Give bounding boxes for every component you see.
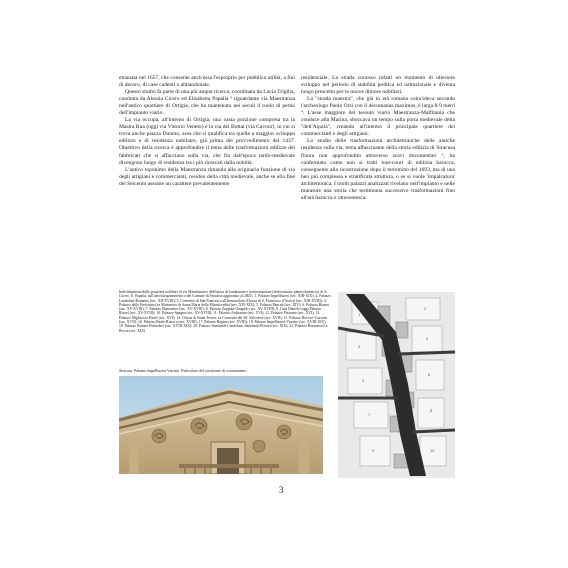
- svg-text:4: 4: [426, 337, 429, 341]
- svg-text:8: 8: [430, 409, 433, 413]
- svg-text:7: 7: [368, 413, 371, 417]
- paragraph: residenziale. La strada conosce infatti un momento di ulteriore sviluppo nel periodo di stabilità politica ed istituzionale e diventa luogo prescelto per le nuove dimore nobiliari.: [301, 75, 455, 96]
- photo-caption: Siracusa. Palazzo Impellizzeri Viarisio. Particolare del cornicione di coronamento.: [119, 369, 248, 373]
- paragraph: emanata nel 1657, che consente anch'essa l'esproprio per pubblica utilità, a fini di decoro, di case cadenti o abbandonate.: [119, 75, 295, 89]
- svg-text:3: 3: [358, 345, 361, 349]
- map-illustration: [338, 292, 455, 478]
- paragraph: L'antico toponimo della Maestranza rimanda alla originaria funzione di via degli artigiani e commercianti, residuo della città medievale, anche se alla fine del Seicento assume un carattere prevalentemente: [119, 166, 295, 187]
- paragraph: Lo studio delle trasformazioni architettoniche delle antiche residenze sulla via, tema affascinante della storia edilizia di Siracusa finora non approfondito attraverso scavi documentari ⁵, ha confermato come non si tratti tout-court di edilizia barocca, conseguente alla ricostruzione dopo il terremoto del 1693, ma di una ben più complessa e stratificata struttura, o se si vuole 'impalcatura' architettonica. I molti palazzi analizzati rivelano nell'impianto e nelle murature una storia che testimonia successive trasformazioni fino all'età barocca e ottocentesca.: [301, 138, 455, 201]
- left-text-column: [119, 75, 295, 188]
- map-caption: Individuazione delle proprietà nobiliari di via Maestranza e dell'epoca di fondazione e trasformazione (elaborazione planivolumetrica di A. Cicero, E. Papalia, sull'aerofotogrammetrico del Comune di Siracusa aggiornato al 2001). 1. Palazzo Impellizzeri (sec. XIII-XIX); 2. Palazzo Landolina-Bonanno (sec. XII-XVIII); 3. Convento di San Francesco all'Immacolata (Chiesa di S. Francesco d'Assisi) (sec. XIII-XVIII); 4. Palazzo della Prefettura (ex Monastero di Santa Maria della Misericordia) (sec. XIV-XIX); 5. Palazzo Pancali (sec. XIV); 6. Palazzo Bianco (sec. XV-XVIII); 7. Palazzo Dumontier (sec. XV-XVIII); 8. Palazzo Zappata-Gargallo (sec. XV-XVIII); 9. Casa Daniele (oggi Palazzo Rizza) (sec. XV-XVIII); 10. Palazzo Spagna (sec. XV-XVIII); 11. Palazzo Ardizzone (sec. XVI); 12. Palazzo Pisacane (sec. XVI); 13. Palazzo Migliaccio-Reale (sec. XVI); 14. Chiesa di Santa Teresa, ex Convento del SS. Salvatore (sec. XVII); 15. Palazzo Bucceri-Cassone (sec. XVII); 16. Palazzo Reale-Rincica (sec. XVIII); 17. Palazzo Regina (sec. XVIII); 18. Palazzo Impellizzeri-Viarisio (sec. XVIII-XIX); 19. Palazzo Romeo-Bufardeci (sec. XVIII-XIX); 20. Palazzo Interlandi-Landolina, Interlandi-Pizzuti (sec. XIX); 21. Palazzo Bozzanca-La Rocca (sec. XIX): [119, 290, 331, 333]
- facade-cornice-photo: [119, 376, 323, 474]
- svg-text:10: 10: [430, 449, 435, 453]
- page-number: 3: [279, 485, 284, 495]
- svg-text:9: 9: [372, 449, 375, 453]
- svg-text:6: 6: [428, 373, 431, 377]
- facade-illustration: [119, 376, 323, 474]
- svg-text:1: 1: [358, 313, 361, 317]
- paragraph: Questo studio fa parte di una più ampia ricerca, coordinata da Lucia Trigilia, condotta da Alessia Cicero ed Elisabetta Papalia ³ riguardante via Maestranza nell'antico quartiere di Ortigia, che ha mantenuto nei secoli il ruolo di perno dell'impianto viario.: [119, 89, 295, 117]
- street-plan-map: [338, 292, 455, 478]
- svg-text:2: 2: [424, 307, 427, 311]
- right-text-column: [301, 75, 455, 202]
- svg-text:5: 5: [362, 379, 365, 383]
- paragraph: La "strada maestra", che già in età romana coincideva secondo l'archeologo Paolo Orsi con il decumanus maximus, è larga 8-9 metri ⁴. L'asse maggiore del tessuto viario Maestranza-Malfitania che conduce alla Marina, sboccava un tempo sulla porta medievale detta "dell'Aquila", creando all'interno il principale quartiere dei commercianti e degli artigiani.: [301, 96, 455, 138]
- paragraph: La via occupa, all'interno di Ortigia, una vasta porzione compresa tra la Mastra Rua (oggi via Vittorio Veneto) e la via dei Bottai (via Cavour), in cui si trova anche piazza Duomo, area che si qualifica tra quelle a maggior sviluppo edilizio e di residenza nobiliare, già prima del provvedimento del 1437. Obiettivo della ricerca è approfondire il tema delle trasformazioni edilizie dei fabbricati che si affacciano sulla via, che fin dall'epoca tardo-medievale divengono luogo di residenza tra i più ricercati dalla nobiltà.: [119, 117, 295, 166]
